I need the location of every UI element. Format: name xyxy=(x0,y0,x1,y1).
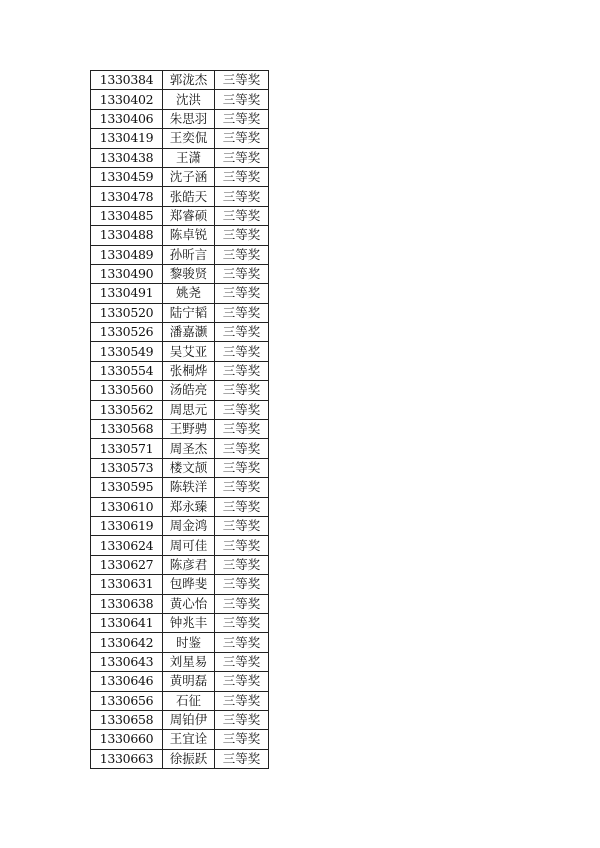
award-level-cell: 三等奖 xyxy=(215,497,269,516)
table-row xyxy=(91,730,269,749)
award-table xyxy=(90,70,269,769)
student-name-cell: 陈彦君 xyxy=(163,555,215,574)
table-row xyxy=(91,536,269,555)
award-level-cell: 三等奖 xyxy=(215,245,269,264)
table-row xyxy=(91,226,269,245)
award-level-cell: 三等奖 xyxy=(215,71,269,90)
student-id-cell: 1330485 xyxy=(91,206,163,225)
student-name-cell: 周圣杰 xyxy=(163,439,215,458)
student-name-cell: 张皓天 xyxy=(163,187,215,206)
student-name-cell: 王奕侃 xyxy=(163,129,215,148)
student-id-cell: 1330660 xyxy=(91,730,163,749)
table-row xyxy=(91,323,269,342)
table-row xyxy=(91,148,269,167)
award-level-cell: 三等奖 xyxy=(215,613,269,632)
student-id-cell: 1330549 xyxy=(91,342,163,361)
student-name-cell: 郑睿硕 xyxy=(163,206,215,225)
table-row xyxy=(91,206,269,225)
student-name-cell: 包晔斐 xyxy=(163,575,215,594)
student-name-cell: 周思元 xyxy=(163,400,215,419)
student-name-cell: 徐振跃 xyxy=(163,749,215,768)
award-level-cell: 三等奖 xyxy=(215,575,269,594)
student-id-cell: 1330641 xyxy=(91,613,163,632)
award-level-cell: 三等奖 xyxy=(215,381,269,400)
student-id-cell: 1330642 xyxy=(91,633,163,652)
student-name-cell: 郭泷杰 xyxy=(163,71,215,90)
award-level-cell: 三等奖 xyxy=(215,323,269,342)
table-row xyxy=(91,381,269,400)
table-row xyxy=(91,71,269,90)
table-row xyxy=(91,478,269,497)
award-level-cell: 三等奖 xyxy=(215,167,269,186)
award-level-cell: 三等奖 xyxy=(215,206,269,225)
student-name-cell: 姚尧 xyxy=(163,284,215,303)
award-level-cell: 三等奖 xyxy=(215,691,269,710)
student-name-cell: 汤皓亮 xyxy=(163,381,215,400)
table-row xyxy=(91,672,269,691)
student-name-cell: 沈洪 xyxy=(163,90,215,109)
student-id-cell: 1330571 xyxy=(91,439,163,458)
student-id-cell: 1330478 xyxy=(91,187,163,206)
student-name-cell: 王潇 xyxy=(163,148,215,167)
student-name-cell: 王宜诠 xyxy=(163,730,215,749)
student-name-cell: 陈轶洋 xyxy=(163,478,215,497)
table-row xyxy=(91,245,269,264)
table-row xyxy=(91,555,269,574)
student-name-cell: 陆宁韬 xyxy=(163,303,215,322)
table-row xyxy=(91,575,269,594)
award-level-cell: 三等奖 xyxy=(215,536,269,555)
student-id-cell: 1330573 xyxy=(91,458,163,477)
award-level-cell: 三等奖 xyxy=(215,478,269,497)
student-name-cell: 黄明磊 xyxy=(163,672,215,691)
table-row xyxy=(91,284,269,303)
table-row xyxy=(91,361,269,380)
student-id-cell: 1330406 xyxy=(91,109,163,128)
student-id-cell: 1330491 xyxy=(91,284,163,303)
award-level-cell: 三等奖 xyxy=(215,400,269,419)
student-id-cell: 1330488 xyxy=(91,226,163,245)
student-name-cell: 时鉴 xyxy=(163,633,215,652)
award-level-cell: 三等奖 xyxy=(215,303,269,322)
student-name-cell: 孙昕言 xyxy=(163,245,215,264)
student-name-cell: 周铂伊 xyxy=(163,710,215,729)
student-name-cell: 黎骏贤 xyxy=(163,264,215,283)
table-row xyxy=(91,90,269,109)
student-name-cell: 钟兆丰 xyxy=(163,613,215,632)
student-id-cell: 1330562 xyxy=(91,400,163,419)
award-level-cell: 三等奖 xyxy=(215,458,269,477)
student-name-cell: 周可佳 xyxy=(163,536,215,555)
student-name-cell: 石征 xyxy=(163,691,215,710)
table-row xyxy=(91,439,269,458)
student-id-cell: 1330643 xyxy=(91,652,163,671)
award-level-cell: 三等奖 xyxy=(215,284,269,303)
student-id-cell: 1330595 xyxy=(91,478,163,497)
student-name-cell: 吴艾亚 xyxy=(163,342,215,361)
award-level-cell: 三等奖 xyxy=(215,516,269,535)
award-level-cell: 三等奖 xyxy=(215,109,269,128)
student-id-cell: 1330419 xyxy=(91,129,163,148)
table-row xyxy=(91,187,269,206)
award-level-cell: 三等奖 xyxy=(215,148,269,167)
award-level-cell: 三等奖 xyxy=(215,652,269,671)
table-row xyxy=(91,420,269,439)
award-level-cell: 三等奖 xyxy=(215,749,269,768)
student-name-cell: 张桐烨 xyxy=(163,361,215,380)
award-level-cell: 三等奖 xyxy=(215,672,269,691)
student-id-cell: 1330627 xyxy=(91,555,163,574)
award-level-cell: 三等奖 xyxy=(215,90,269,109)
student-id-cell: 1330638 xyxy=(91,594,163,613)
table-row xyxy=(91,749,269,768)
student-id-cell: 1330490 xyxy=(91,264,163,283)
student-name-cell: 楼文颉 xyxy=(163,458,215,477)
table-row xyxy=(91,129,269,148)
student-id-cell: 1330526 xyxy=(91,323,163,342)
award-level-cell: 三等奖 xyxy=(215,361,269,380)
student-id-cell: 1330402 xyxy=(91,90,163,109)
student-id-cell: 1330656 xyxy=(91,691,163,710)
student-id-cell: 1330646 xyxy=(91,672,163,691)
award-level-cell: 三等奖 xyxy=(215,420,269,439)
award-level-cell: 三等奖 xyxy=(215,264,269,283)
table-row xyxy=(91,109,269,128)
student-name-cell: 王野骋 xyxy=(163,420,215,439)
award-level-cell: 三等奖 xyxy=(215,555,269,574)
student-name-cell: 沈子涵 xyxy=(163,167,215,186)
student-id-cell: 1330568 xyxy=(91,420,163,439)
award-level-cell: 三等奖 xyxy=(215,439,269,458)
student-id-cell: 1330619 xyxy=(91,516,163,535)
award-level-cell: 三等奖 xyxy=(215,187,269,206)
award-level-cell: 三等奖 xyxy=(215,710,269,729)
student-id-cell: 1330459 xyxy=(91,167,163,186)
student-name-cell: 黄心怡 xyxy=(163,594,215,613)
table-row xyxy=(91,613,269,632)
student-name-cell: 刘星易 xyxy=(163,652,215,671)
award-level-cell: 三等奖 xyxy=(215,342,269,361)
student-id-cell: 1330624 xyxy=(91,536,163,555)
table-row xyxy=(91,303,269,322)
student-name-cell: 陈卓锐 xyxy=(163,226,215,245)
student-name-cell: 朱思羽 xyxy=(163,109,215,128)
student-name-cell: 郑永臻 xyxy=(163,497,215,516)
student-id-cell: 1330384 xyxy=(91,71,163,90)
award-table-body xyxy=(91,71,269,769)
student-id-cell: 1330658 xyxy=(91,710,163,729)
student-id-cell: 1330438 xyxy=(91,148,163,167)
table-row xyxy=(91,691,269,710)
student-id-cell: 1330610 xyxy=(91,497,163,516)
student-id-cell: 1330631 xyxy=(91,575,163,594)
table-row xyxy=(91,458,269,477)
table-row xyxy=(91,400,269,419)
table-row xyxy=(91,710,269,729)
student-id-cell: 1330554 xyxy=(91,361,163,380)
table-row xyxy=(91,167,269,186)
student-id-cell: 1330663 xyxy=(91,749,163,768)
award-level-cell: 三等奖 xyxy=(215,730,269,749)
student-id-cell: 1330489 xyxy=(91,245,163,264)
award-level-cell: 三等奖 xyxy=(215,129,269,148)
table-row xyxy=(91,652,269,671)
student-id-cell: 1330560 xyxy=(91,381,163,400)
student-name-cell: 周金鸿 xyxy=(163,516,215,535)
award-level-cell: 三等奖 xyxy=(215,633,269,652)
student-id-cell: 1330520 xyxy=(91,303,163,322)
table-row xyxy=(91,633,269,652)
award-level-cell: 三等奖 xyxy=(215,594,269,613)
table-row xyxy=(91,497,269,516)
table-row xyxy=(91,594,269,613)
table-row xyxy=(91,342,269,361)
table-row xyxy=(91,264,269,283)
award-level-cell: 三等奖 xyxy=(215,226,269,245)
table-row xyxy=(91,516,269,535)
student-name-cell: 潘嘉灏 xyxy=(163,323,215,342)
